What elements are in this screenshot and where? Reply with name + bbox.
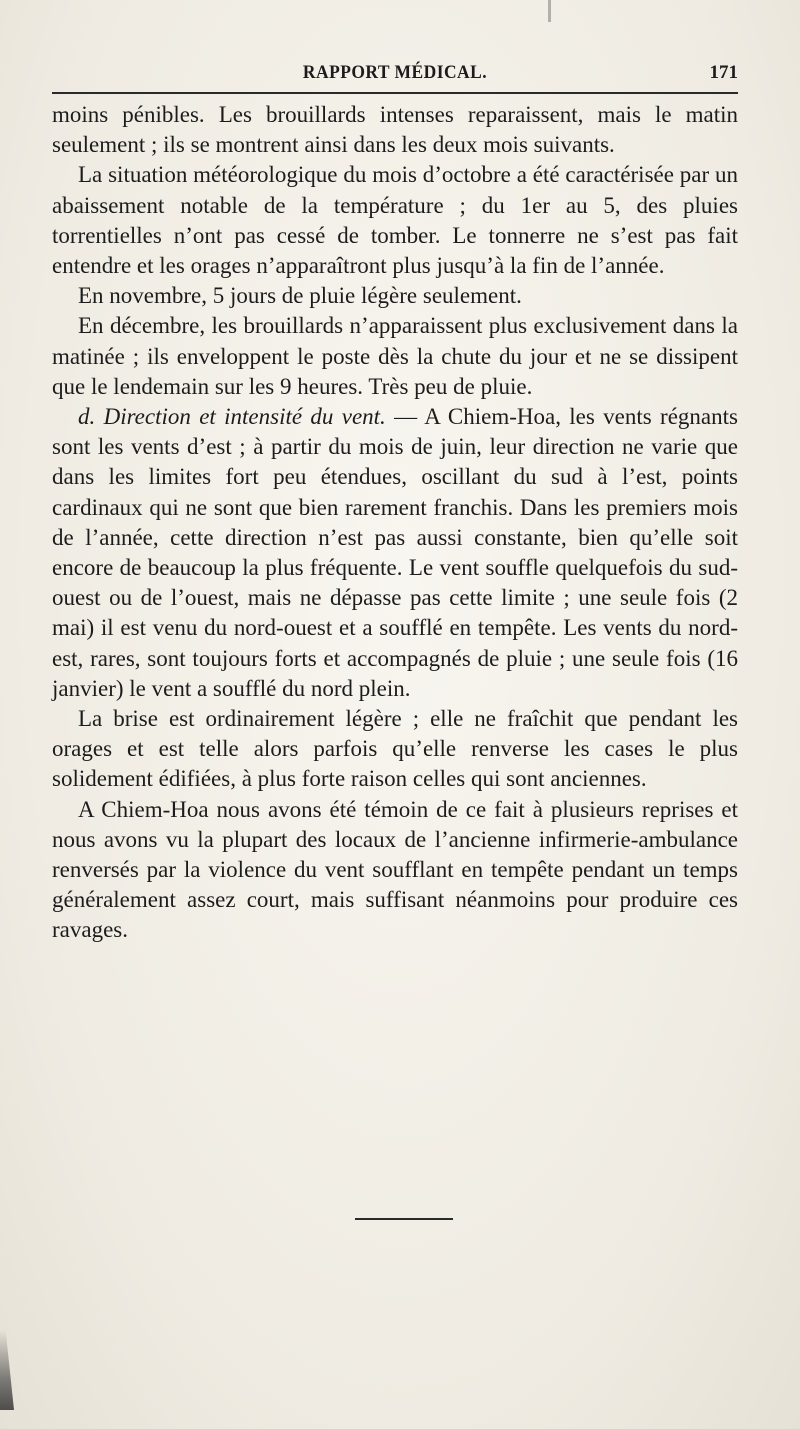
page-edge-mark xyxy=(0,1330,14,1410)
paragraph-1: moins pénibles. Les brouillards intenses reparaissent, mais le matin seulement ; ils se montrent ainsi dans les deux mois suivants. xyxy=(52,102,738,158)
header-rule xyxy=(52,92,738,94)
end-rule xyxy=(355,1218,453,1220)
paragraph-6: La brise est ordinairement légère ; elle ne fraîchit que pendant les orages et est telle alors parfois qu’elle renverse les cases le plus solidement édifiées, à plus forte raison celles qui sont anciennes. xyxy=(52,706,738,792)
page-header xyxy=(52,62,738,88)
paragraph-5 xyxy=(52,402,738,704)
running-head: RAPPORT MÉDICAL. xyxy=(302,62,488,83)
paragraph-7: A Chiem-Hoa nous avons été témoin de ce fait à plusieurs reprises et nous avons vu la plupart des locaux de l’ancienne infirmerie-ambulance renversés par la violence du vent soufflant en tempête pendant un temps généralement assez court, mais suffisant néanmoins pour produire ces ravages. xyxy=(52,796,738,943)
section-heading: d. Direction et intensité du vent. xyxy=(78,404,386,430)
page-number: 171 xyxy=(709,62,738,83)
paragraph-5-text: — A Chiem-Hoa, les vents régnants sont les vents d’est ; à partir du mois de juin, leur direction ne varie que dans les limites fort peu étendues, oscillant du sud à l’est, points cardinaux qui ne sont que bien rarement franchis. Dans les premiers mois de l’année, cette direction n’est pas aussi constante, bien qu’elle soit encore de beaucoup la plus fréquente. Le vent souffle quelquefois du sud-ouest ou de l’ouest, mais ne dépasse pas cette limite ; une seule fois (2 mai) il est venu du nord-ouest et a soufflé en tempête. Les vents du nord-est, rares, sont toujours forts et accompagnés de pluie ; une seule fois (16 janvier) le vent a soufflé du nord plein. xyxy=(52,404,738,701)
page-edge-mark xyxy=(548,0,551,22)
paragraph-4: En décembre, les brouillards n’apparaissent plus exclusivement dans la matinée ; ils enveloppent le poste dès la chute du jour et ne se dissipent que le lendemain sur les 9 heures. Très peu de pluie. xyxy=(52,313,738,399)
body-text xyxy=(52,100,738,946)
paragraph-2: La situation météorologique du mois d’octobre a été caractérisée par un abaissement notable de la température ; du 1er au 5, des pluies torrentielles n’ont pas cessé de tomber. Le tonnerre ne s’est pas fait entendre et les orages n’apparaîtront plus jusqu’à la fin de l’année. xyxy=(52,162,738,279)
paragraph-3: En novembre, 5 jours de pluie légère seulement. xyxy=(78,283,522,309)
